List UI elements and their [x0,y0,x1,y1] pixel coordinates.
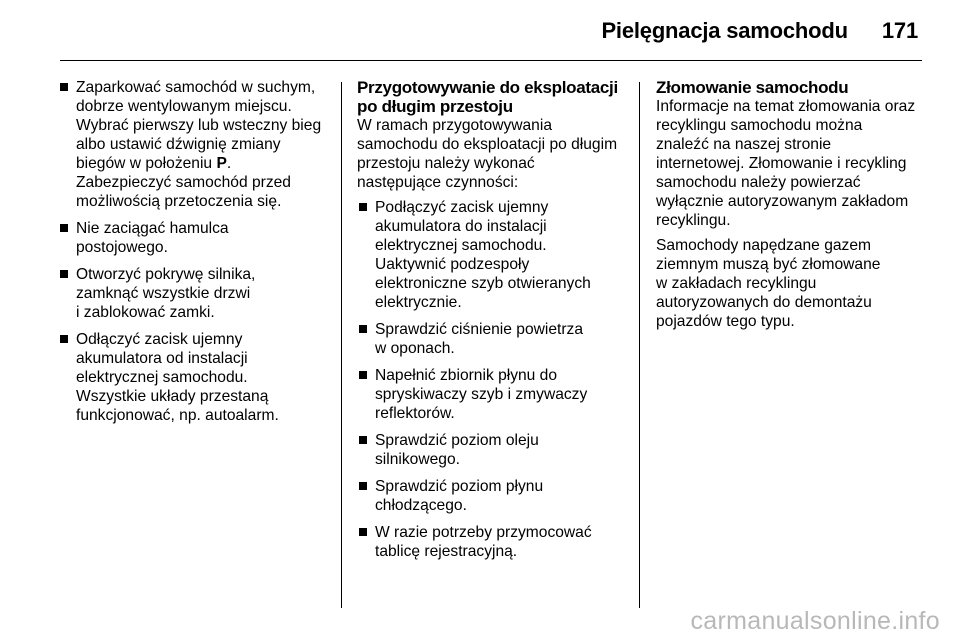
item-text: Otworzyć pokrywę silnika, zamknąć wszystkie drzwi i zablokować zamki. [76,266,256,321]
recommissioning-steps-list [357,198,629,561]
scrapping-paragraph-2: Samochody napędzane gazem ziemnym muszą być złomowane w zakładach recyklingu autoryzowanych do demontażu pojazdów tego typu. [656,237,881,330]
bullet-icon [60,335,68,343]
bullet-icon [60,83,68,91]
storage-steps-list [60,78,332,425]
watermark-text: carmanualsonline.info [690,607,940,635]
section-title-recommissioning: Przygotowywanie do eksploatacji po długim przestoju [357,78,618,116]
bullet-icon [359,482,367,490]
item-text: Zaparkować samochód w suchym, dobrze wentylowanym miejscu. Wybrać pierwszy lub wsteczny bieg albo ustawić dźwignię zmiany biegów w położeniu [76,79,322,172]
list-item [60,219,332,257]
bullet-icon [60,270,68,278]
bullet-icon [359,436,367,444]
page-header [601,18,918,44]
bullet-icon [60,224,68,232]
item-text: W razie potrzeby przymocować tablicę rejestracyjną. [375,524,592,560]
list-item [359,477,629,515]
list-item [359,431,629,469]
item-text: Nie zaciągać hamulca postojowego. [76,220,229,256]
item-text: Odłączyć zacisk ujemny akumulatora od instalacji elektrycznej samochodu. Wszystkie układy przestaną funkcjonować, np. autoalarm. [76,331,279,424]
column-3 [656,78,928,337]
bullet-icon [359,528,367,536]
bullet-icon [359,203,367,211]
list-item [359,523,629,561]
item-text: Podłączyć zacisk ujemny akumulatora do instalacji elektrycznej samochodu. Uaktywnić podzespoły elektroniczne szyb otwieranych elektrycznie. [375,199,591,311]
scrapping-paragraph-1: Informacje na temat złomowania oraz recyklingu samochodu można znaleźć na naszej stronie internetowej. Złomowanie i recykling samochodu należy powierzać wyłącznie autoryzowanym zakładom recyklingu. [656,98,916,229]
column-1 [60,78,332,433]
column-divider-1 [341,82,342,608]
item-text-continued: . Zabezpieczyć samochód przed możliwością przetoczenia się. [76,155,291,210]
list-item [60,265,332,322]
bullet-icon [359,325,367,333]
page-number: 171 [881,18,918,43]
list-item [359,198,629,312]
item-text: Napełnić zbiornik płynu do spryskiwaczy szyb i zmywaczy reflektorów. [375,367,588,422]
list-item [359,366,629,423]
item-text: Sprawdzić ciśnienie powietrza w oponach. [375,321,584,357]
item-text: Sprawdzić poziom oleju silnikowego. [375,432,539,468]
bullet-icon [359,371,367,379]
header-title: Pielęgnacja samochodu [601,18,848,43]
list-item [60,330,332,425]
column-2 [357,78,629,569]
gear-position-p: P [216,155,227,172]
item-text: Sprawdzić poziom płynu chłodzącego. [375,478,544,514]
column-divider-2 [639,82,640,608]
section-intro: W ramach przygotowywania samochodu do eksploatacji po długim przestoju należy wykonać następujące czynności: [357,117,618,191]
list-item [359,320,629,358]
section-title-scrapping: Złomowanie samochodu [656,78,849,97]
list-item [60,78,332,211]
header-rule [60,60,922,61]
